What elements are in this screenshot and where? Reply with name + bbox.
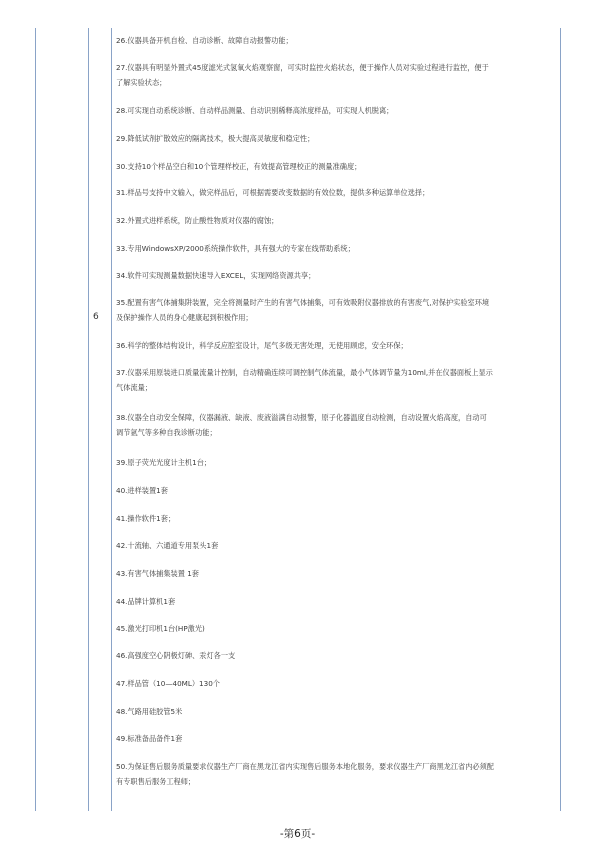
table-border-right [560,28,561,811]
spec-item: 30.支持10个样品空白和10个管理样校正，有效提高管理校正的测量准确度； [116,162,362,171]
spec-item: 36.科学的整体结构设计，科学反应腔室设计，尾气多级无害处理，无使用顾虑，安全环保； [116,341,408,350]
spec-item: 44.品牌计算机1套 [116,597,176,606]
spec-item: 46.高强度空心阴极灯砷、汞灯各一支 [116,651,236,660]
table-border-col2 [111,28,112,811]
spec-item: 35.配置有害气体捕集阱装置，完全将测量时产生的有害气体捕集，可有效吸附仪器排放的有害废气,对保护实验室环境 及保护操作人员的身心健康起到积极作用； [116,298,490,322]
spec-item: 28.可实现自动系统诊断、自动样品测量、自动识别稀释高浓度样品，可实现人机脱离； [116,106,394,115]
spec-item: 34.软件可实现测量数据快速导入EXCEL，实现网络资源共享； [116,271,316,280]
spec-item: 47.样品管（10—40ML）130个 [116,679,220,688]
spec-item: 42.十流轴、六通道专用泵头1套 [116,541,219,550]
spec-item: 48.气路用硅胶管5米 [116,707,183,716]
spec-item: 27.仪器具有明显外置式45度滤光式氢氧火焰观察窗，可实时监控火焰状态，便于操作人员对实验过程进行监控，便于 了解实验状态； [116,63,489,87]
spec-item: 49.标准备品备件1套 [116,734,183,743]
spec-item: 45.激光打印机1台(HP激光) [116,624,205,633]
page-footer: -第6页- [279,828,316,840]
row-number: 6 [93,312,99,322]
spec-item: 26.仪器具备开机自检、自动诊断、故障自动报警功能； [116,36,293,45]
spec-item: 38.仪器全自动安全保障，仪器漏液、缺液、废液溢满自动报警，原子化器温度自动检测，自动设置火焰高度，自动可 调节氩气等多种自我诊断功能； [116,413,487,437]
spec-item: 50.为保证售后服务质量要求仪器生产厂商在黑龙江省内实现售后服务本地化服务，要求仪器生产厂商黑龙江省内必须配 有专职售后服务工程师； [116,762,494,786]
spec-item: 33.专用WindowsXP/2000系统操作软件，具有强大的专家在线帮助系统； [116,244,355,253]
spec-item: 41.操作软件1套； [116,514,176,523]
spec-item: 43.有害气体捕集装置 1套 [116,569,199,578]
table-border-left [35,28,36,811]
spec-item: 40.进样装置1套 [116,486,168,495]
spec-item: 37.仪器采用原装进口质量流量计控制，自动精确连续可调控制气体流量，最小气体调节量为10ml,并在仪器面板上显示 气体流量； [116,368,493,392]
spec-item: 29.降低试剂扩散效应的隔离技术，极大提高灵敏度和稳定性； [116,134,315,143]
spec-item: 32.外置式进样系统，防止酸性物质对仪器的腐蚀； [116,216,279,225]
table-border-col1 [88,28,89,811]
spec-item: 39.原子荧光光度计主机1台； [116,458,212,467]
spec-item: 31.样品号支持中文输入，做完样品后，可根据需要改变数据的有效位数，提供多种运算单位选择； [116,188,430,197]
